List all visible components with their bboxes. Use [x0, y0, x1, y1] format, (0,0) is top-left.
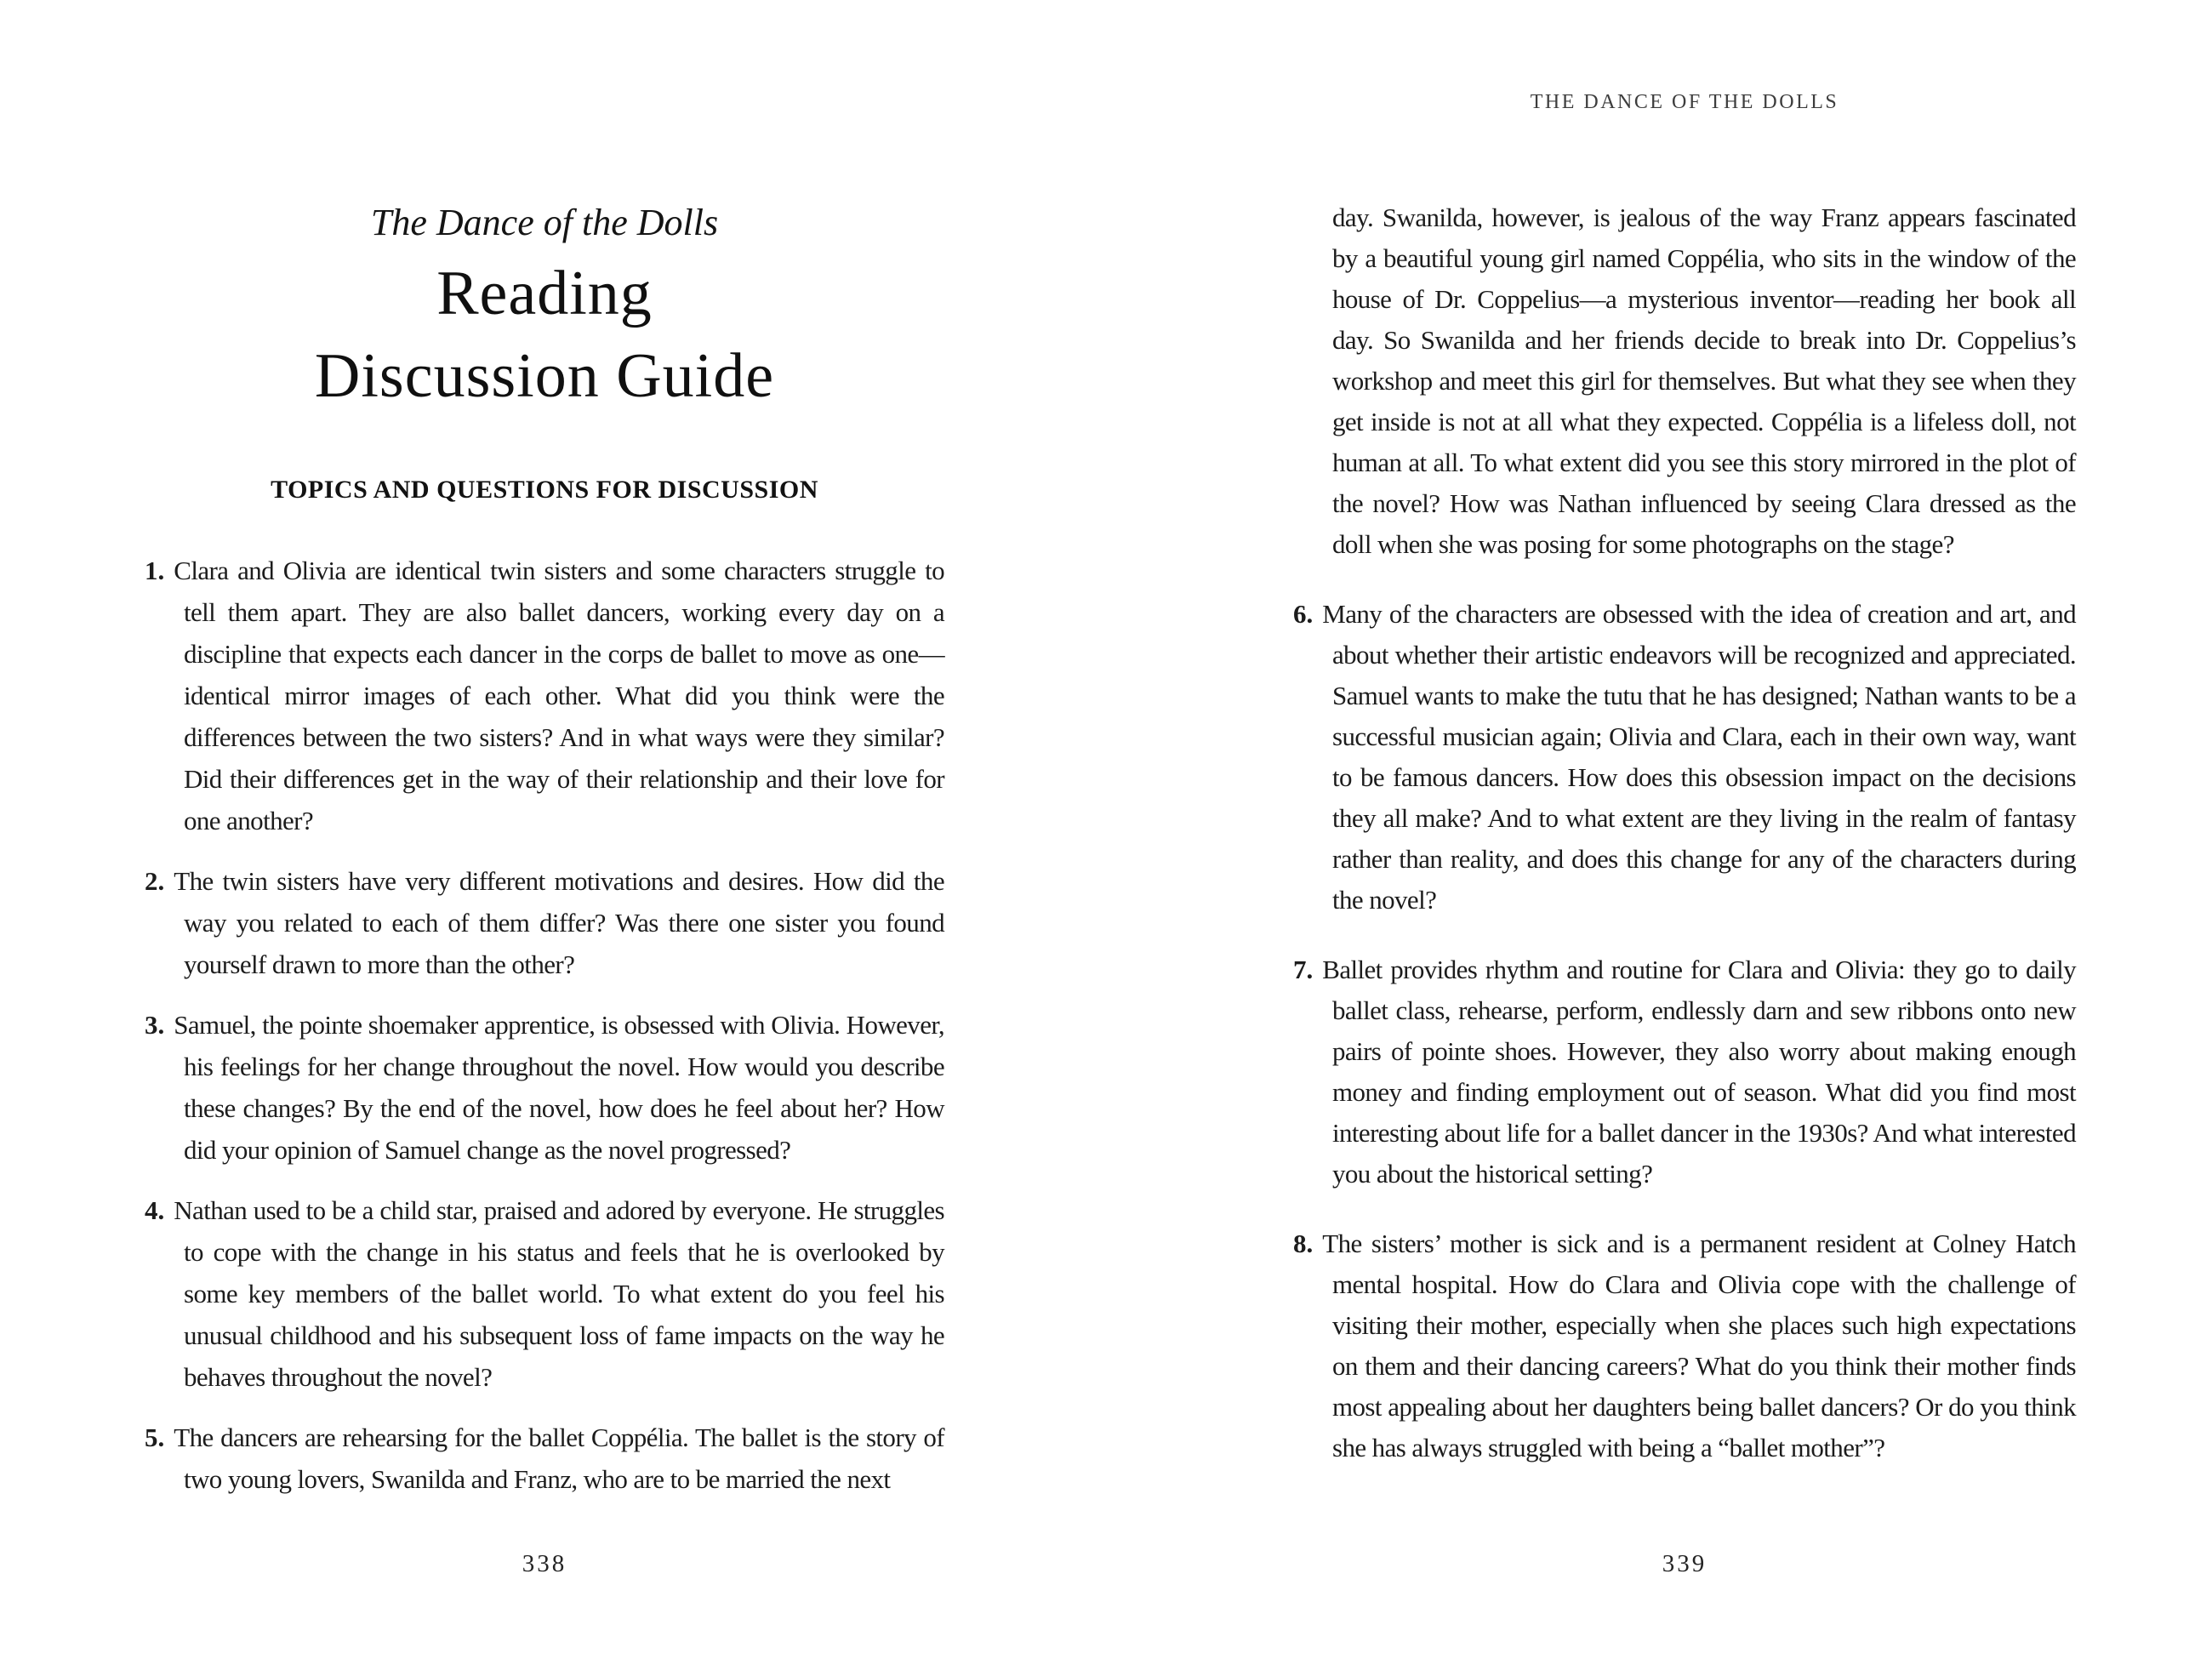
question-item-5	[145, 1417, 944, 1500]
question-list-left	[145, 550, 944, 1500]
page-number-right: 339	[1662, 1550, 1707, 1577]
question-text: The dancers are rehearsing for the ballet Coppélia. The ballet is the story of two young lovers, Swanilda and Franz, who are to be married the next	[174, 1422, 944, 1494]
question-number: 7.	[1293, 955, 1314, 984]
question-text: The sisters’ mother is sick and is a permanent resident at Colney Hatch mental hospital. How do Clara and Olivia cope with the challenge of visiting their mother, especially when she places such high expectations on them and their dancing careers? What do you think their mother finds most appealing about her daughters being ballet dancers? Or do you think she has always struggled with being a “ballet mother”?	[1322, 1229, 2076, 1462]
question-text: Many of the characters are obsessed with the idea of creation and art, and about whether their artistic endeavors will be recognized and appreciated. Samuel wants to make the tutu that he has designed; Nathan wants to be a successful musician again; Olivia and Clara, each in their own way, want to be famous dancers. How does this obsession impact on the decisions they all make? And to what extent are they living in the realm of fantasy rather than reality, and does this change for any of the characters during the novel?	[1322, 599, 2076, 915]
page-title-line2: Discussion Guide	[314, 341, 775, 411]
book-series-title: The Dance of the Dolls	[370, 202, 719, 243]
question-item-1	[145, 550, 944, 841]
question-text: Samuel, the pointe shoemaker apprentice, is obsessed with Olivia. However, his feelings for her change throughout the novel. How would you describe these changes? By the end of the novel, how does he feel about her? How did your opinion of Samuel change as the novel progressed?	[174, 1010, 944, 1165]
page-title-line1: Reading	[436, 259, 653, 328]
question-number: 2.	[145, 866, 165, 896]
left-text-column	[145, 202, 944, 1500]
question-text: Nathan used to be a child star, praised and adored by everyone. He struggles to cope with the change in his status and feels that he is overlooked by some key members of the ballet world. To what extent do you feel his unusual childhood and his subsequent loss of fame impacts on the way he behaves throughout the novel?	[174, 1195, 944, 1392]
question-number: 3.	[145, 1010, 165, 1040]
running-head: THE DANCE OF THE DOLLS	[1530, 91, 1839, 113]
question-item-7	[1293, 949, 2076, 1194]
question-number: 5.	[145, 1422, 165, 1452]
question-number: 6.	[1293, 599, 1314, 629]
question-item-4	[145, 1189, 944, 1398]
question-item-6	[1293, 594, 2076, 921]
question-number: 1.	[145, 556, 165, 585]
question-item-3	[145, 1004, 944, 1171]
question-5-continuation-text: day. Swanilda, however, is jealous of the way Franz appears fascinated by a beautiful young girl named Coppélia, who sits in the window of the house of Dr. Coppelius—a mysterious inventor—reading her book all day. So Swanilda and her friends decide to break into Dr. Coppelius’s workshop and meet this girl for themselves. But what they see when they get inside is not at all what they expected. Coppélia is a lifeless doll, not human at all. To what extent did you see this story mirrored in the plot of the novel? How was Nathan influenced by seeing Clara dressed as the doll when she was posing for some photographs on the stage?	[1332, 202, 2076, 559]
question-text: Ballet provides rhythm and routine for Clara and Olivia: they go to daily ballet class, rehearse, perform, endlessly darn and sew ribbons onto new pairs of pointe shoes. However, they also worry about making enough money and finding employment out of season. What did you find most interesting about life for a ballet dancer in the 1930s? And what interested you about the historical setting?	[1322, 955, 2076, 1189]
right-text-column	[1293, 88, 2076, 1468]
section-heading: TOPICS AND QUESTIONS FOR DISCUSSION	[271, 476, 818, 504]
page-right	[1106, 0, 2212, 1659]
page-number-left: 338	[522, 1550, 567, 1577]
question-item-8	[1293, 1223, 2076, 1468]
question-text: Clara and Olivia are identical twin sisters and some characters struggle to tell them apart. They are also ballet dancers, working every day on a discipline that expects each dancer in the corps de ballet to move as one—identical mirror images of each other. What did you think were the differences between the two sisters? And in what ways were they similar? Did their differences get in the way of their relationship and their love for one another?	[174, 556, 944, 835]
page-title	[145, 253, 944, 418]
question-number: 8.	[1293, 1229, 1314, 1258]
question-list-right	[1293, 594, 2076, 1468]
question-text: The twin sisters have very different motivations and desires. How did the way you related to each of them differ? Was there one sister you found yourself drawn to more than the other?	[174, 866, 944, 979]
question-item-2	[145, 860, 944, 985]
question-number: 4.	[145, 1195, 165, 1225]
